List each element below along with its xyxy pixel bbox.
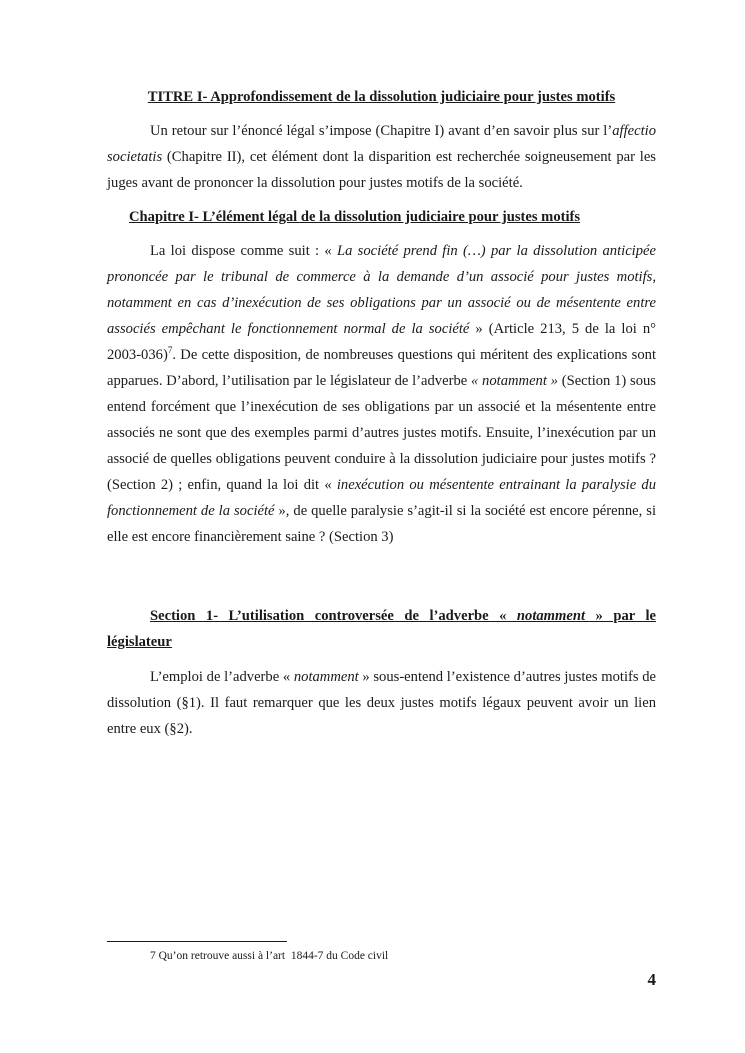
footnote-reference[interactable]: 7 [167, 345, 173, 355]
section-heading-text-1: Section 1- L’utilisation controversée de l’adverbe « [150, 608, 517, 624]
section-italic: notamment [293, 669, 359, 685]
intro-italic: affectio societatis [107, 123, 656, 165]
intro-paragraph [107, 118, 656, 196]
document-body [107, 84, 656, 742]
page-number: 4 [647, 970, 656, 989]
section-paragraph [107, 664, 656, 742]
paralysis-quote: inexécution ou mésentente entrainant la paralysie du fonctionnement de la société [107, 477, 657, 519]
intro-text-1: Un retour sur l’énoncé légal s’impose (Chapitre I) avant d’en savoir plus sur l’ [150, 123, 613, 139]
section-heading-italic: notamment [516, 608, 586, 624]
section-heading-text-2: » par le législateur [107, 608, 656, 650]
chapter-text-4: (Section 1) sous entend forcément que l’inexécution de ses obligations par un associé et la mésentente entre associés ne sont que des exemples parmi d’autres justes motifs. Ensuite, l’inexécution par un associé de quelles obligations peuvent conduire à la dissolution judiciaire pour justes motifs ? (Section 2) ; enfin, quand la loi dit « [107, 373, 656, 493]
chapter-text-3: . De cette disposition, de nombreuses questions qui méritent des explications sont apparues. D’abord, l’utilisation par le législateur de l’adverbe [107, 347, 656, 389]
intro-text-2: (Chapitre II), cet élément dont la disparition est recherchée soigneusement par les juges avant de prononcer la dissolution pour justes motifs de la société. [107, 149, 656, 191]
chapter-paragraph [107, 238, 656, 550]
title-heading: TITRE I- Approfondissement de la dissolution judiciaire pour justes motifs [147, 89, 616, 105]
chapter-text-5: », de quelle paralysie s’agit-il si la société est encore pérenne, si elle est encore financièrement saine ? (Section 3) [107, 503, 656, 545]
law-quote: La société prend fin (…) par la dissolution anticipée prononcée par le tribunal de commerce à la demande d’un associé pour justes motifs, notamment en cas d’inexécution de ses obligations par un associé ou de mésentente entre associés empêchant le fonctionnement normal de la société [107, 243, 656, 337]
footnote-separator [107, 941, 287, 942]
adverb-quote: « notamment » [470, 373, 558, 389]
section-text-1: L’emploi de l’adverbe « [150, 669, 294, 685]
chapter-text-2: » (Article 213, 5 de la loi n° 2003-036) [107, 321, 656, 363]
section-heading [107, 603, 656, 655]
chapter-text-1: La loi dispose comme suit : « [150, 243, 337, 259]
section-text-2: » sous-entend l’existence d’autres justes motifs de dissolution (§1). Il faut remarquer que les deux justes motifs légaux peuvent avoir un lien entre eux (§2). [107, 669, 656, 737]
footnote-text: 7 Qu’on retrouve aussi à l’art 1844-7 du Code civil [150, 950, 389, 962]
chapter-heading: Chapitre I- L’élément légal de la dissolution judiciaire pour justes motifs [129, 209, 581, 225]
